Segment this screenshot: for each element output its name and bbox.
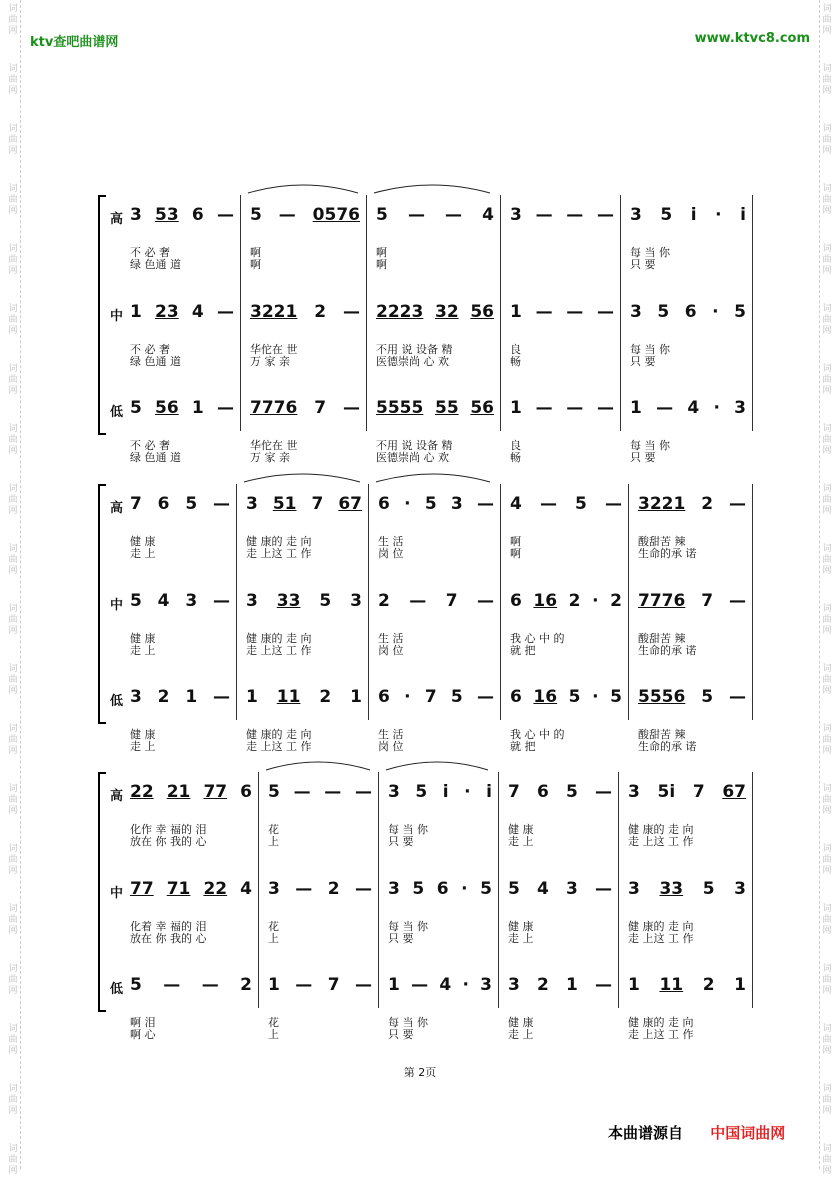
note: 5 <box>657 302 670 322</box>
note: 11 <box>276 687 301 707</box>
lyric-lines: 每 当 你 只 要 <box>630 343 670 368</box>
note: 16 <box>533 687 558 707</box>
note: 1 <box>630 398 642 418</box>
note: — <box>539 494 557 514</box>
note: 3 <box>388 782 400 802</box>
lyric-lines: 每 当 你 只 要 <box>630 246 670 271</box>
note: — <box>355 975 372 995</box>
note: — <box>216 302 234 322</box>
note: 2 <box>314 302 327 322</box>
lyric-lines: 健 康的 走 向 走 上这 工 作 <box>628 1016 694 1041</box>
note: — <box>566 302 584 322</box>
watermark-text: 词 曲 网 <box>8 244 18 276</box>
note: 55 <box>434 398 459 418</box>
note: — <box>535 205 553 225</box>
watermark-text: 词 曲 网 <box>8 4 18 36</box>
note: 3 <box>628 782 640 802</box>
note: 77 <box>203 782 228 802</box>
note: — <box>535 302 553 322</box>
note: 7 <box>327 975 340 995</box>
watermark-text: 词 曲 网 <box>8 664 18 696</box>
watermark-text: 词 曲 网 <box>822 544 832 576</box>
watermark-text: 词 曲 网 <box>8 604 18 636</box>
note: 5 <box>185 494 198 514</box>
watermark-text: 词 曲 网 <box>822 784 832 816</box>
note: 3 <box>388 879 400 899</box>
lyric-lines: 健 康 走 上 <box>508 1016 534 1041</box>
note: — <box>212 687 230 707</box>
note: 5 <box>376 205 388 225</box>
note: 7 <box>130 494 142 514</box>
watermark-text: 词 曲 网 <box>822 844 832 876</box>
note: 4 <box>439 975 452 995</box>
note: — <box>597 398 614 418</box>
note: 6 <box>378 687 390 707</box>
note: 3 <box>246 591 258 611</box>
note: — <box>595 975 612 995</box>
lyric-lines: 健 康 走 上 <box>130 535 156 560</box>
note: 5 <box>130 975 142 995</box>
note: i <box>740 205 746 225</box>
watermark-text: 词 曲 网 <box>8 904 18 936</box>
note: 4 <box>240 879 252 899</box>
note: — <box>535 398 553 418</box>
note: 6 <box>436 879 449 899</box>
watermark-text: 词 曲 网 <box>8 124 18 156</box>
note: 33 <box>276 591 301 611</box>
note: 1 <box>388 975 400 995</box>
note: 51 <box>272 494 297 514</box>
note: — <box>295 879 313 899</box>
lyric-lines: 不用 说 设备 精 医德崇尚 心 欢 <box>376 439 453 464</box>
note: 4 <box>537 879 549 899</box>
note: — <box>566 205 584 225</box>
note: — <box>477 494 494 514</box>
note: 5 <box>508 879 520 899</box>
note: — <box>597 302 614 322</box>
part-name: 低 <box>110 982 124 997</box>
note: 5 <box>660 205 673 225</box>
lyric-lines: 化作 幸 福的 泪 放在 你 我的 心 <box>130 823 207 848</box>
lyric-lines: 我 心 中 的 就 把 <box>510 632 565 657</box>
note: 4 <box>482 205 494 225</box>
watermark-text: 词 曲 网 <box>822 964 832 996</box>
lyric-lines: 华佗在 世 万 家 亲 <box>250 343 298 368</box>
watermark-text: 词 曲 网 <box>822 664 832 696</box>
note: 3 <box>630 302 642 322</box>
note: 67 <box>338 494 362 514</box>
note: 22 <box>203 879 228 899</box>
part-name: 高 <box>110 789 124 804</box>
note: 5 <box>268 782 280 802</box>
lyric-lines: 啊 泪 啊 心 <box>130 1016 156 1041</box>
lyric-lines: 花 上 <box>268 920 279 945</box>
note: 67 <box>722 782 746 802</box>
note: 1 <box>734 975 746 995</box>
note: — <box>595 879 612 899</box>
note: 1 <box>268 975 280 995</box>
watermark-text: 词 曲 网 <box>8 364 18 396</box>
note: 6 <box>378 494 390 514</box>
note: 2 <box>568 591 581 611</box>
note: 11 <box>659 975 684 995</box>
note: · <box>713 398 720 418</box>
note: 6 <box>537 782 549 802</box>
note: · <box>715 205 722 225</box>
note: 2 <box>240 975 252 995</box>
lyric-lines: 啊 啊 <box>510 535 521 560</box>
note: 7 <box>311 494 324 514</box>
watermark-text: 词 曲 网 <box>822 904 832 936</box>
note: 5 <box>575 494 587 514</box>
lyric-lines: 不 必 奢 绿 色通 道 <box>130 439 181 464</box>
note: — <box>597 205 614 225</box>
note: — <box>409 591 427 611</box>
note: 3 <box>480 975 492 995</box>
note: 1 <box>566 975 578 995</box>
note: 6 <box>510 591 522 611</box>
note: i <box>690 205 697 225</box>
note: 1 <box>628 975 640 995</box>
site-name-header[interactable]: ktv查吧曲谱网 <box>30 35 119 50</box>
note: 4 <box>191 302 204 322</box>
watermark-text: 词 曲 网 <box>8 184 18 216</box>
lyric-lines: 啊 啊 <box>250 246 261 271</box>
note: 2 <box>327 879 340 899</box>
lyric-lines: 健 康 走 上 <box>130 632 156 657</box>
note: 5 <box>450 687 463 707</box>
note: — <box>604 494 622 514</box>
lyric-lines: 健 康的 走 向 走 上这 工 作 <box>628 823 694 848</box>
note: 7776 <box>638 591 686 611</box>
watermark-text: 词 曲 网 <box>8 544 18 576</box>
note: 5555 <box>376 398 424 418</box>
note: 5 <box>734 302 746 322</box>
note: 3 <box>630 205 642 225</box>
lyric-lines: 酸甜苦 辣 生命的承 诺 <box>638 728 697 753</box>
lyric-lines: 酸甜苦 辣 生命的承 诺 <box>638 535 697 560</box>
note: 1 <box>130 302 142 322</box>
note: 5i <box>657 782 676 802</box>
watermark-text: 词 曲 网 <box>8 424 18 456</box>
note: — <box>477 687 494 707</box>
lyric-lines: 我 心 中 的 就 把 <box>510 728 565 753</box>
watermark-text: 词 曲 网 <box>8 964 18 996</box>
watermark-text: 词 曲 网 <box>822 244 832 276</box>
watermark-text: 词 曲 网 <box>822 124 832 156</box>
note: · <box>712 302 719 322</box>
note: — <box>293 782 311 802</box>
lyric-lines: 每 当 你 只 要 <box>630 439 670 464</box>
note: — <box>656 398 674 418</box>
slur <box>266 762 370 770</box>
note: 2 <box>610 591 622 611</box>
note: 3 <box>734 879 746 899</box>
note: 56 <box>470 398 494 418</box>
note: 7 <box>445 591 458 611</box>
note: 5 <box>130 398 142 418</box>
note: · <box>461 879 468 899</box>
note: 33 <box>659 879 684 899</box>
lyric-lines: 花 上 <box>268 1016 279 1041</box>
watermark-text: 词 曲 网 <box>822 1024 832 1056</box>
lyric-lines: 健 康的 走 向 走 上这 工 作 <box>246 728 312 753</box>
part-name: 中 <box>110 309 124 324</box>
note: 3221 <box>250 302 298 322</box>
note: 77 <box>130 879 154 899</box>
note: 21 <box>166 782 191 802</box>
note: 1 <box>185 687 198 707</box>
lyric-lines: 每 当 你 只 要 <box>388 920 428 945</box>
lyric-lines: 健 康 走 上 <box>508 823 534 848</box>
note: — <box>355 879 372 899</box>
part-name: 高 <box>110 501 124 516</box>
note: 3 <box>350 591 362 611</box>
note: 3 <box>450 494 463 514</box>
page-number: 第 2页 <box>403 1066 437 1079</box>
lyric-lines: 每 当 你 只 要 <box>388 823 428 848</box>
note: 1 <box>510 302 522 322</box>
note: 3 <box>185 591 198 611</box>
note: — <box>212 494 230 514</box>
note: — <box>355 782 372 802</box>
note: — <box>342 398 360 418</box>
note: 7 <box>692 782 705 802</box>
note: — <box>566 398 584 418</box>
lyric-lines: 健 康 走 上 <box>130 728 156 753</box>
note: 5 <box>702 879 715 899</box>
note: 3 <box>510 205 522 225</box>
watermark-text: 词 曲 网 <box>8 484 18 516</box>
note: 5 <box>424 494 437 514</box>
note: 1 <box>510 398 522 418</box>
lyric-lines: 每 当 你 只 要 <box>388 1016 428 1041</box>
site-url-header[interactable]: www.ktvc8.com <box>694 31 810 46</box>
note: 3 <box>734 398 746 418</box>
note: — <box>477 591 494 611</box>
source-site-link[interactable]: 中国词曲网 <box>710 1124 786 1142</box>
note: 3 <box>246 494 258 514</box>
note: 2 <box>319 687 332 707</box>
note: 3 <box>130 687 142 707</box>
note: 1 <box>350 687 362 707</box>
note: 53 <box>155 205 179 225</box>
watermark-text: 词 曲 网 <box>822 1084 832 1116</box>
watermark-text: 词 曲 网 <box>822 184 832 216</box>
note: 6 <box>157 494 170 514</box>
lyric-lines: 生 活 岗 位 <box>378 728 404 753</box>
note: 5 <box>130 591 142 611</box>
note: 5 <box>610 687 622 707</box>
note: 5 <box>568 687 581 707</box>
part-name: 低 <box>110 405 124 420</box>
watermark-text: 词 曲 网 <box>8 784 18 816</box>
watermark-text: 词 曲 网 <box>8 724 18 756</box>
watermark-text: 词 曲 网 <box>822 424 832 456</box>
note: — <box>728 494 746 514</box>
watermark-text: 词 曲 网 <box>822 364 832 396</box>
note: · <box>462 975 469 995</box>
source-credit <box>608 1122 785 1143</box>
watermark-text: 词 曲 网 <box>822 304 832 336</box>
note: · <box>404 687 411 707</box>
note: 5 <box>566 782 578 802</box>
note: 56 <box>470 302 494 322</box>
lyric-lines: 健 康的 走 向 走 上这 工 作 <box>628 920 694 945</box>
lyric-lines: 健 康 走 上 <box>508 920 534 945</box>
lyric-lines: 花 上 <box>268 823 279 848</box>
note: 7776 <box>250 398 298 418</box>
part-name: 中 <box>110 886 124 901</box>
note: 4 <box>157 591 170 611</box>
note: 2 <box>378 591 390 611</box>
note: 5 <box>701 687 714 707</box>
note: · <box>592 687 599 707</box>
note: 71 <box>166 879 191 899</box>
note: 2 <box>702 975 715 995</box>
watermark-text: 词 曲 网 <box>8 1084 18 1116</box>
note: 5 <box>412 879 425 899</box>
note: 5 <box>250 205 262 225</box>
note: 22 <box>130 782 154 802</box>
part-name: 中 <box>110 598 124 613</box>
note: · <box>464 782 471 802</box>
watermark-text: 词 曲 网 <box>822 4 832 36</box>
note: 16 <box>533 591 558 611</box>
note: 3 <box>628 879 640 899</box>
note: 23 <box>155 302 179 322</box>
watermark-text: 词 曲 网 <box>822 724 832 756</box>
note: i <box>486 782 492 802</box>
note: — <box>342 302 360 322</box>
note: 3 <box>566 879 578 899</box>
part-name: 低 <box>110 694 124 709</box>
watermark-text: 词 曲 网 <box>822 1144 832 1176</box>
lyric-lines: 健 康的 走 向 走 上这 工 作 <box>246 535 312 560</box>
watermark-text: 词 曲 网 <box>8 1144 18 1176</box>
lyric-lines: 啊 啊 <box>376 246 387 271</box>
note: i <box>442 782 449 802</box>
slur <box>386 762 488 770</box>
note: 6 <box>684 302 697 322</box>
note: 3 <box>130 205 142 225</box>
note: 5 <box>480 879 492 899</box>
note: 1 <box>191 398 204 418</box>
note: — <box>278 205 296 225</box>
watermark-text: 词 曲 网 <box>8 304 18 336</box>
note: 6 <box>510 687 522 707</box>
source-label: 本曲谱源自 <box>608 1124 684 1142</box>
note: — <box>216 398 234 418</box>
note: · <box>404 494 411 514</box>
note: 2 <box>701 494 714 514</box>
watermark-text: 词 曲 网 <box>8 1024 18 1056</box>
note: 3 <box>268 879 280 899</box>
note: — <box>212 591 230 611</box>
lyric-lines: 不用 说 设备 精 医德崇尚 心 欢 <box>376 343 453 368</box>
note: — <box>411 975 429 995</box>
note: — <box>201 975 219 995</box>
lyric-lines: 健 康的 走 向 走 上这 工 作 <box>246 632 312 657</box>
lyric-lines: 不 必 奢 绿 色通 道 <box>130 343 181 368</box>
watermark-text: 词 曲 网 <box>822 484 832 516</box>
note: 6 <box>191 205 204 225</box>
lyric-lines: 华佗在 世 万 家 亲 <box>250 439 298 464</box>
lyric-lines: 生 活 岗 位 <box>378 632 404 657</box>
note: — <box>324 782 342 802</box>
note: 0576 <box>312 205 360 225</box>
note: 32 <box>434 302 459 322</box>
note: 56 <box>155 398 179 418</box>
note: — <box>163 975 181 995</box>
part-name: 高 <box>110 212 124 227</box>
note: 7 <box>314 398 327 418</box>
watermark-text: 词 曲 网 <box>822 64 832 96</box>
watermark-text: 词 曲 网 <box>822 604 832 636</box>
note: — <box>728 591 746 611</box>
note: 5 <box>319 591 332 611</box>
note: 5 <box>415 782 428 802</box>
note: · <box>592 591 599 611</box>
note: 7 <box>424 687 437 707</box>
note: — <box>595 782 612 802</box>
note: 5556 <box>638 687 686 707</box>
watermark-text: 词 曲 网 <box>8 64 18 96</box>
note: 2223 <box>376 302 424 322</box>
note: 4 <box>687 398 700 418</box>
note: 3221 <box>638 494 686 514</box>
note: — <box>216 205 234 225</box>
note: — <box>445 205 463 225</box>
note: 4 <box>510 494 522 514</box>
note: 7 <box>701 591 714 611</box>
note: 6 <box>240 782 252 802</box>
lyric-lines: 良 畅 <box>510 439 521 464</box>
note: — <box>295 975 313 995</box>
note: 7 <box>508 782 520 802</box>
lyric-lines: 生 活 岗 位 <box>378 535 404 560</box>
lyric-lines: 化着 幸 福的 泪 放在 你 我的 心 <box>130 920 207 945</box>
note: 3 <box>508 975 520 995</box>
note: 2 <box>537 975 549 995</box>
lyric-lines: 酸甜苦 辣 生命的承 诺 <box>638 632 697 657</box>
note: 2 <box>157 687 170 707</box>
lyric-lines: 不 必 奢 绿 色通 道 <box>130 246 181 271</box>
note: — <box>728 687 746 707</box>
note: — <box>407 205 425 225</box>
watermark-text: 词 曲 网 <box>8 844 18 876</box>
note: 1 <box>246 687 258 707</box>
lyric-lines: 良 畅 <box>510 343 521 368</box>
